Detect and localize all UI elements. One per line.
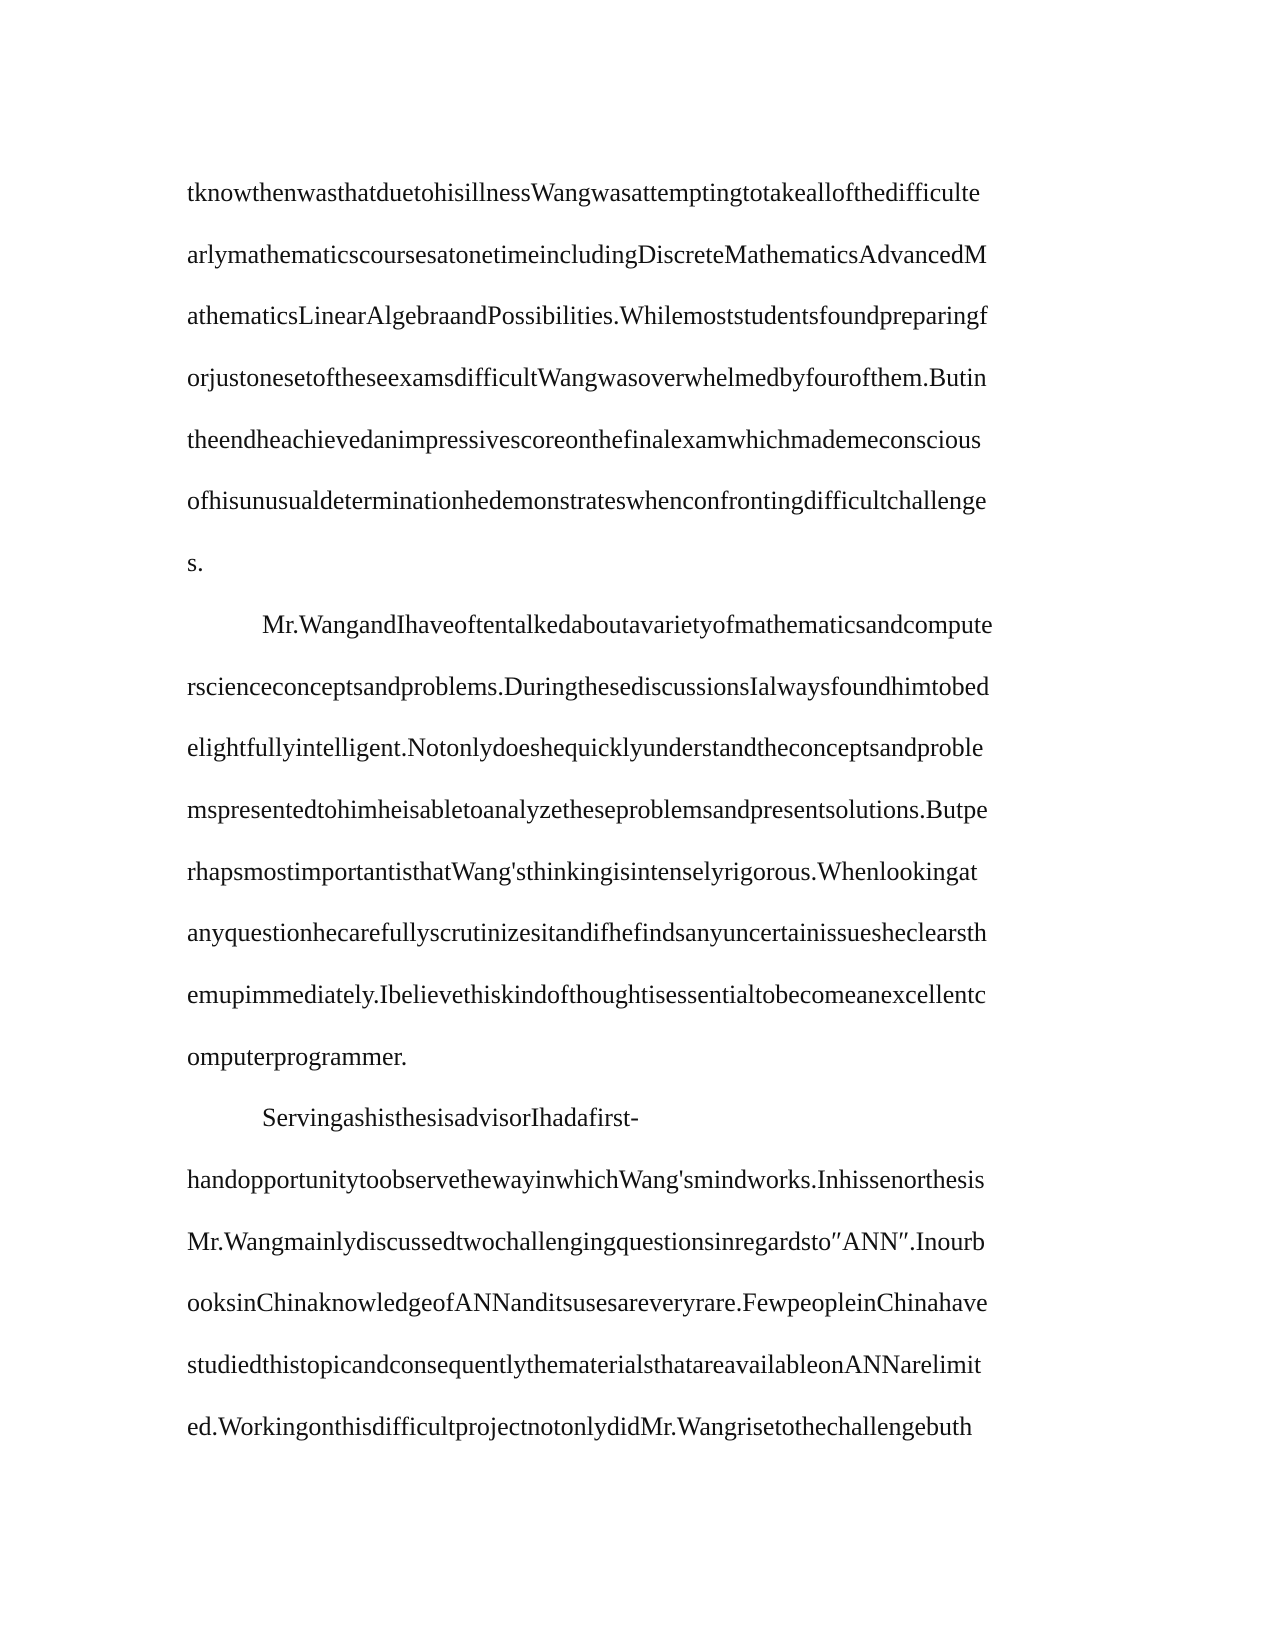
text-line: ed.WorkingonthisdifficultprojectnotonlydidMr.Wangrisetothechallengebuth bbox=[187, 1411, 973, 1441]
text-line: studiedthistopicandconsequentlythematerialsthatareavailableonANNarelimit bbox=[187, 1350, 982, 1380]
text-line: omputerprogrammer. bbox=[187, 1041, 408, 1071]
text-line: tknowthenwasthatduetohisillnessWangwasattemptingtotakeallofthedifficulte bbox=[187, 178, 981, 207]
text-line: elightfullyintelligent.Notonlydoeshequicklyunderstandtheconceptsandproble bbox=[187, 733, 984, 763]
text-line: arlymathematicscoursesatonetimeincludingDiscreteMathematicsAdvancedM bbox=[187, 239, 987, 269]
text-line: mspresentedtohimheisabletoanalyzetheseproblemsandpresentsolutions.Butpe bbox=[187, 794, 988, 824]
paragraph-3 bbox=[187, 1087, 1087, 1457]
text-line: ooksinChinaknowledgeofANNanditsusesareveryrare.FewpeopleinChinahave bbox=[187, 1288, 988, 1318]
paragraph-1 bbox=[187, 162, 1087, 594]
text-line: athematicsLinearAlgebraandPossibilities.Whilemoststudentsfoundpreparingf bbox=[187, 301, 988, 331]
text-line: ofhisunusualdeterminationhedemonstrateswhenconfrontingdifficultchallenge bbox=[187, 486, 987, 516]
text-line: theendheachievedanimpressivescoreonthefinalexamwhichmademeconscious bbox=[187, 424, 982, 454]
text-line: orjustonesetoftheseexamsdifficultWangwasoverwhelmedbyfourofthem.Butin bbox=[187, 363, 987, 393]
text-line: rhapsmostimportantisthatWang'sthinkingisintenselyrigorous.Whenlookingat bbox=[187, 856, 978, 886]
text-line: anyquestionhecarefullyscrutinizesitandifhefindsanyuncertainissuesheclearsth bbox=[187, 918, 987, 948]
text-line: Mr.Wangmainlydiscussedtwochallengingquestionsinregardsto″ANN″.Inourb bbox=[187, 1226, 985, 1256]
text-line-indented: Mr.WangandIhaveoftentalkedaboutavarietyofmathematicsandcompute bbox=[262, 609, 993, 639]
paragraph-2 bbox=[187, 594, 1087, 1088]
body-text bbox=[187, 162, 1087, 1457]
text-line: rscienceconceptsandproblems.DuringthesediscussionsIalwaysfoundhimtobed bbox=[187, 671, 990, 701]
text-line: handopportunitytoobservethewayinwhichWang'smindworks.Inhissenorthesis bbox=[187, 1165, 985, 1194]
text-line-indented: ServingashisthesisadvisorIhadafirst- bbox=[262, 1103, 639, 1133]
text-line: s. bbox=[187, 548, 204, 578]
text-line: emupimmediately.Ibelievethiskindofthoughtisessentialtobecomeanexcellentc bbox=[187, 979, 987, 1009]
